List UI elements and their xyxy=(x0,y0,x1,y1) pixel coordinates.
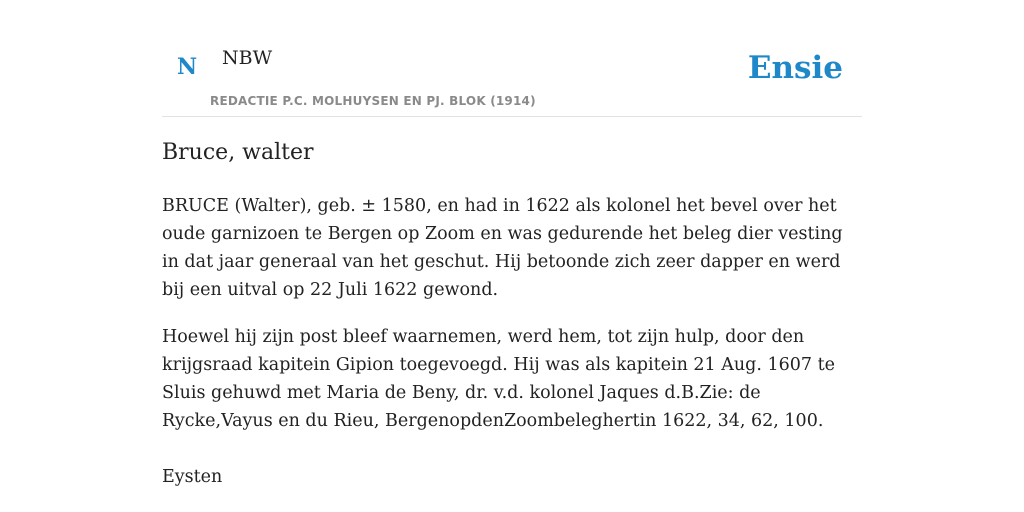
article-paragraph-1: BRUCE (Walter), geb. ± 1580, en had in 1622 als kolonel het bevel over het oude garnizoen te Bergen op Zoom en was gedurende het beleg dier vesting in dat jaar generaal van het geschut. Hij betoonde zich zeer dapper en werd bij een uitval op 22 Juli 1622 gewond. xyxy=(162,196,843,300)
source-name[interactable]: NBW xyxy=(222,47,273,69)
brand-logo[interactable]: Ensie xyxy=(747,50,843,86)
article-author: Eysten xyxy=(162,467,223,487)
page-title: Bruce, walter xyxy=(162,140,314,165)
source-subtitle: REDACTIE P.C. MOLHUYSEN EN PJ. BLOK (1914) xyxy=(210,94,536,108)
source-logo-icon: N xyxy=(177,54,198,80)
article-header xyxy=(162,0,862,117)
article-paragraph-2: Hoewel hij zijn post bleef waarnemen, werd hem, tot zijn hulp, door den krijgsraad kapitein Gipion toegevoegd. Hij was als kapitein 21 Aug. 1607 te Sluis gehuwd met Maria de Beny, dr. v.d. kolonel Jaques d.B.Zie: de Rycke,Vayus en du Rieu, BergenopdenZoombeleghertin 1622, 34, 62, 100. xyxy=(162,327,835,431)
